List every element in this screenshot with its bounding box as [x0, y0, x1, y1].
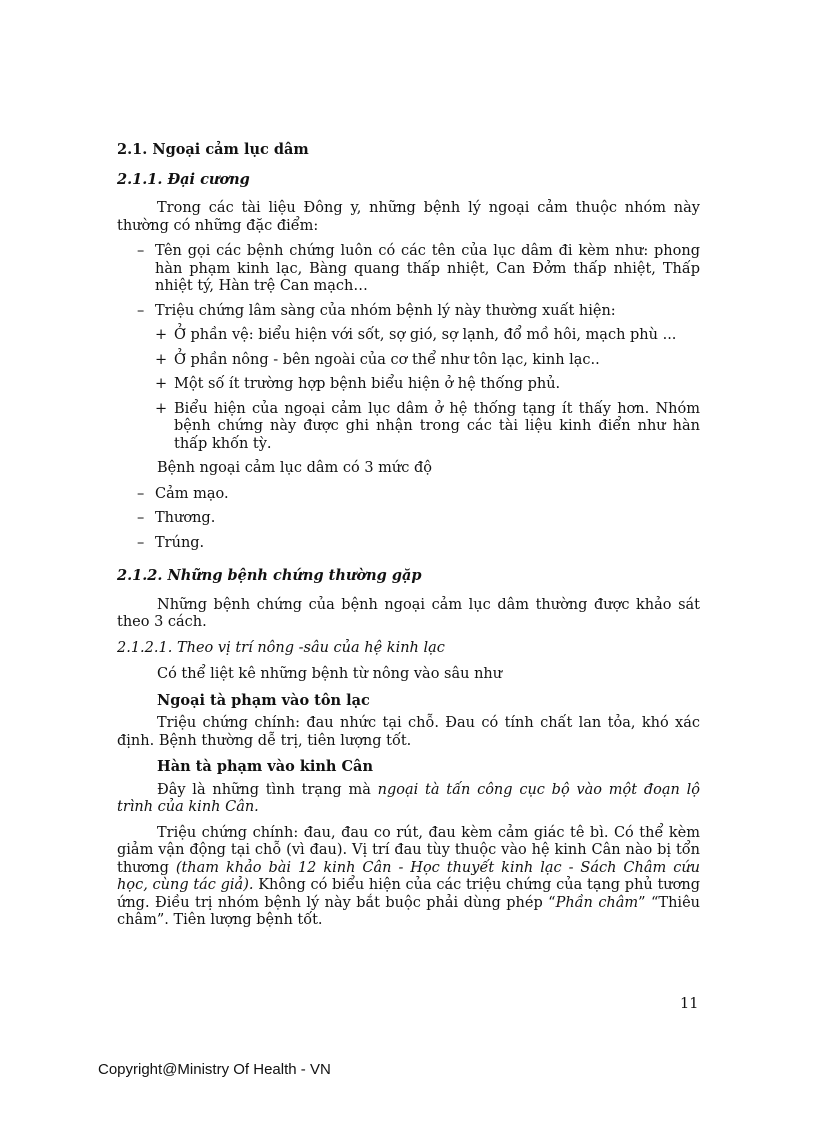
common-diseases-intro: Những bệnh chứng của bệnh ngoại cảm lục dâm thường được khảo sát theo 3 cách.: [117, 596, 700, 630]
kinh-can-definition-emphasis: ngoại tà tấn công cục bộ vào một đoạn lộ trình của kinh Cân.: [117, 781, 700, 815]
depth-intro: Có thể liệt kê những bệnh từ nông vào sâu như: [157, 666, 503, 682]
list-item: [117, 486, 700, 504]
kinh-can-symptoms: [117, 825, 700, 930]
sub-list-item-text: Biểu hiện của ngoại cảm lục dâm ở hệ thống tạng ít thấy hơn. Nhóm bệnh chứng này được ghi nhận trong các tài liệu kinh điển như hàn thấp khốn tỳ.: [174, 400, 700, 452]
kinh-can-technique: Phần châm: [555, 894, 639, 911]
dash-marker: –: [137, 534, 145, 551]
sub-list-item: [117, 352, 700, 370]
sub-list-item-text: Ở phần vệ: biểu hiện với sốt, sợ gió, sợ lạnh, đổ mồ hôi, mạch phù ...: [174, 327, 677, 343]
list-item: [117, 510, 700, 528]
dash-marker: –: [137, 243, 145, 259]
list-item-text: Triệu chứng lâm sàng của nhóm bệnh lý này thường xuất hiện:: [155, 302, 616, 319]
kinh-can-symptoms-text-2: Không có biểu hiện của các triệu chứng của tạng phủ tương ứng. Điều trị nhóm bệnh lý này bắt buộc phải dùng phép “: [117, 877, 700, 911]
kinh-can-definition-text: Đây là những tình trạng mà: [157, 781, 378, 798]
sub-list-item-text: Ở phần nông - bên ngoài của cơ thể như tôn lạc, kinh lạc..: [174, 351, 600, 368]
subsubsection-title: 2.1.2.1. Theo vị trí nông -sâu của hệ kinh lạc: [117, 639, 445, 656]
sub-list-item: [117, 401, 700, 454]
subsection-title-general: 2.1.1. Đại cương: [117, 170, 250, 188]
ton-lac-paragraph: Triệu chứng chính: đau nhức tại chỗ. Đau có tính chất lan tỏa, khó xác định. Bệnh thường dễ trị, tiên lượng tốt.: [117, 715, 700, 749]
kinh-can-symptoms-text-3: ” “Thiêu châm”. Tiên lượng bệnh tốt.: [117, 894, 700, 928]
page-content: [117, 141, 700, 938]
kinh-can-reference: (tham khảo bài 12 kinh Cân - Học thuyết kinh lạc - Sách Châm cứu học, cùng tác giả).: [117, 859, 700, 893]
section-title: 2.1. Ngoại cảm lục dâm: [117, 141, 309, 158]
list-item: [117, 535, 700, 553]
heading-kinh-can: Hàn tà phạm vào kinh Cân: [157, 758, 373, 775]
heading-ton-lac: Ngoại tà phạm vào tôn lạc: [157, 691, 370, 709]
sub-list-item: [117, 376, 700, 394]
sub-list-item: [117, 327, 700, 345]
plus-marker: +: [155, 327, 168, 343]
intro-paragraph: Trong các tài liệu Đông y, những bệnh lý ngoại cảm thuộc nhóm này thường có những đặc điểm:: [117, 200, 700, 234]
plus-marker: +: [155, 400, 168, 417]
levels-intro: Bệnh ngoại cảm lục dâm có 3 mức độ: [157, 460, 433, 476]
subsection-title-common-diseases: 2.1.2. Những bệnh chứng thường gặp: [117, 567, 422, 584]
list-item: [117, 243, 700, 296]
dash-marker: –: [137, 302, 145, 319]
list-item-text: Thương.: [155, 510, 216, 526]
kinh-can-symptoms-text: Triệu chứng chính: đau, đau co rút, đau kèm cảm giác tê bì. Có thể kèm giảm vận động tại chỗ (vì đau). Vị trí đau tùy thuộc vào hệ kinh Cân nào bị tổn thương: [117, 824, 700, 876]
list-item-text: Trúng.: [155, 534, 205, 551]
list-item-text: Tên gọi các bệnh chứng luôn có các tên của lục dâm đi kèm như: phong hàn phạm kinh lạc, Bàng quang thấp nhiệt, Can Đởm thấp nhiệt, Thấp nhiệt tý, Hàn trệ Can mạch…: [155, 243, 700, 294]
dash-marker: –: [137, 510, 145, 526]
list-item: [117, 303, 700, 321]
plus-marker: +: [155, 351, 168, 368]
list-item-text: Cảm mạo.: [155, 485, 229, 502]
dash-marker: –: [137, 485, 145, 502]
page-number: 11: [680, 996, 699, 1012]
plus-marker: +: [155, 376, 168, 392]
copyright-notice: Copyright@Ministry Of Health - VN: [98, 1061, 331, 1078]
kinh-can-definition: [117, 782, 700, 817]
sub-list-item-text: Một số ít trường hợp bệnh biểu hiện ở hệ thống phủ.: [174, 376, 561, 392]
